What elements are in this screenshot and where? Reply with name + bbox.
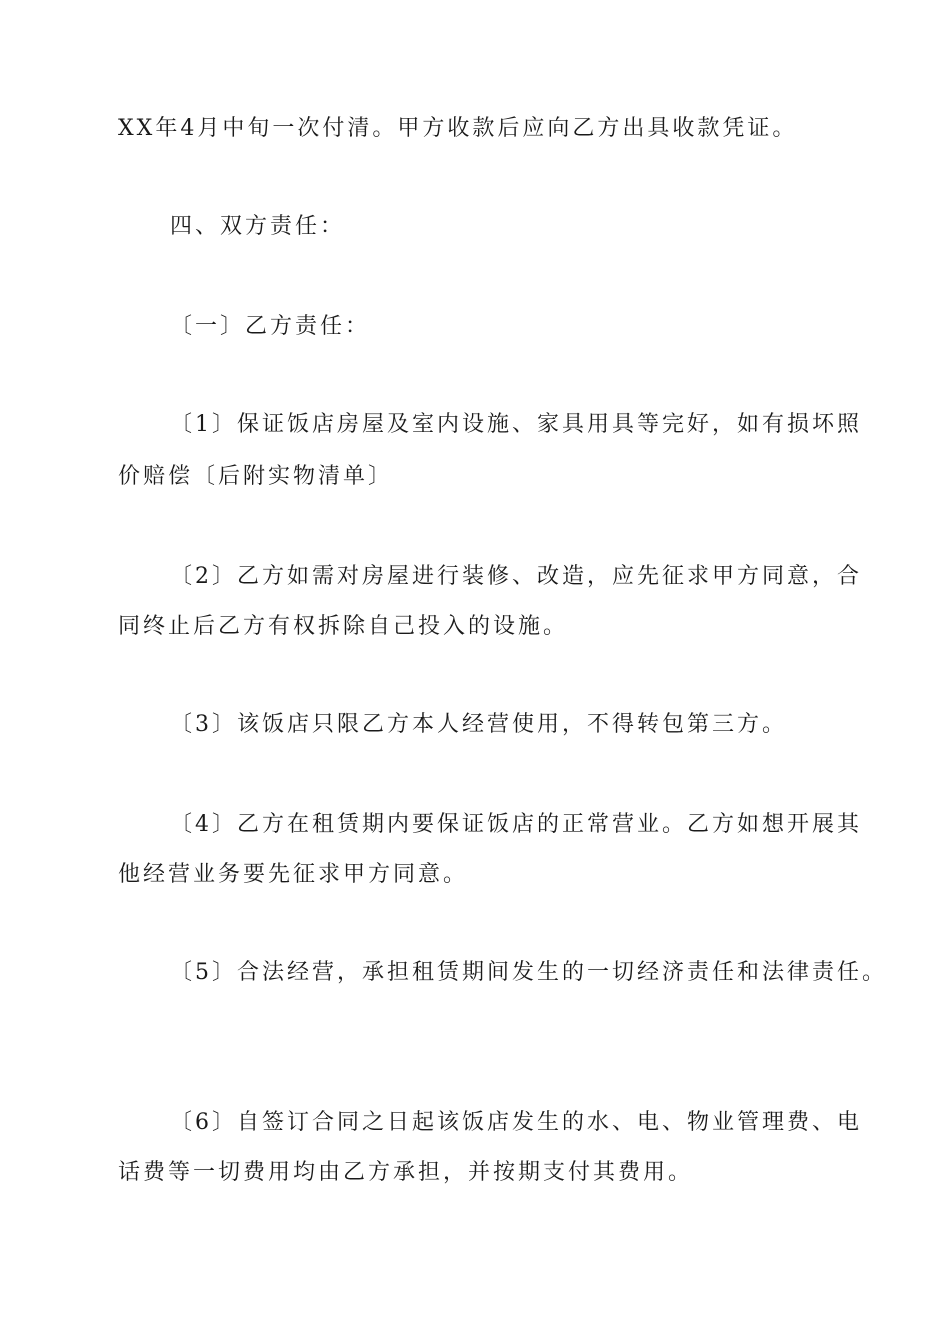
clause-2-line-2: 同终止后乙方有权拆除自己投入的设施。	[118, 614, 569, 639]
clause-4-line-1: 〔4〕乙方在租赁期内要保证饭店的正常营业。乙方如想开展其	[170, 812, 862, 837]
clause-3-line-1: 〔3〕该饭店只限乙方本人经营使用，不得转包第三方。	[170, 712, 787, 737]
clause-2-line-1: 〔2〕乙方如需对房屋进行装修、改造，应先征求甲方同意，合	[170, 564, 862, 589]
clause-1-line-1: 〔1〕保证饭店房屋及室内设施、家具用具等完好，如有损坏照	[170, 412, 862, 437]
clause-6-line-1: 〔6〕自签订合同之日起该饭店发生的水、电、物业管理费、电	[170, 1110, 862, 1135]
clause-4-line-2: 他经营业务要先征求甲方同意。	[118, 862, 469, 887]
clause-6-line-2: 话费等一切费用均由乙方承担，并按期支付其费用。	[118, 1160, 694, 1185]
section-heading-responsibilities: 四、双方责任：	[170, 214, 346, 239]
subsection-heading-party-b: 〔一〕乙方责任：	[170, 314, 371, 339]
clause-5-line-1: 〔5〕合法经营，承担租赁期间发生的一切经济责任和法律责任。	[170, 960, 887, 985]
payment-continuation-line: XX年4月中旬一次付清。甲方收款后应向乙方出具收款凭证。	[118, 116, 798, 141]
clause-1-line-2: 价赔偿〔后附实物清单〕	[118, 464, 394, 489]
